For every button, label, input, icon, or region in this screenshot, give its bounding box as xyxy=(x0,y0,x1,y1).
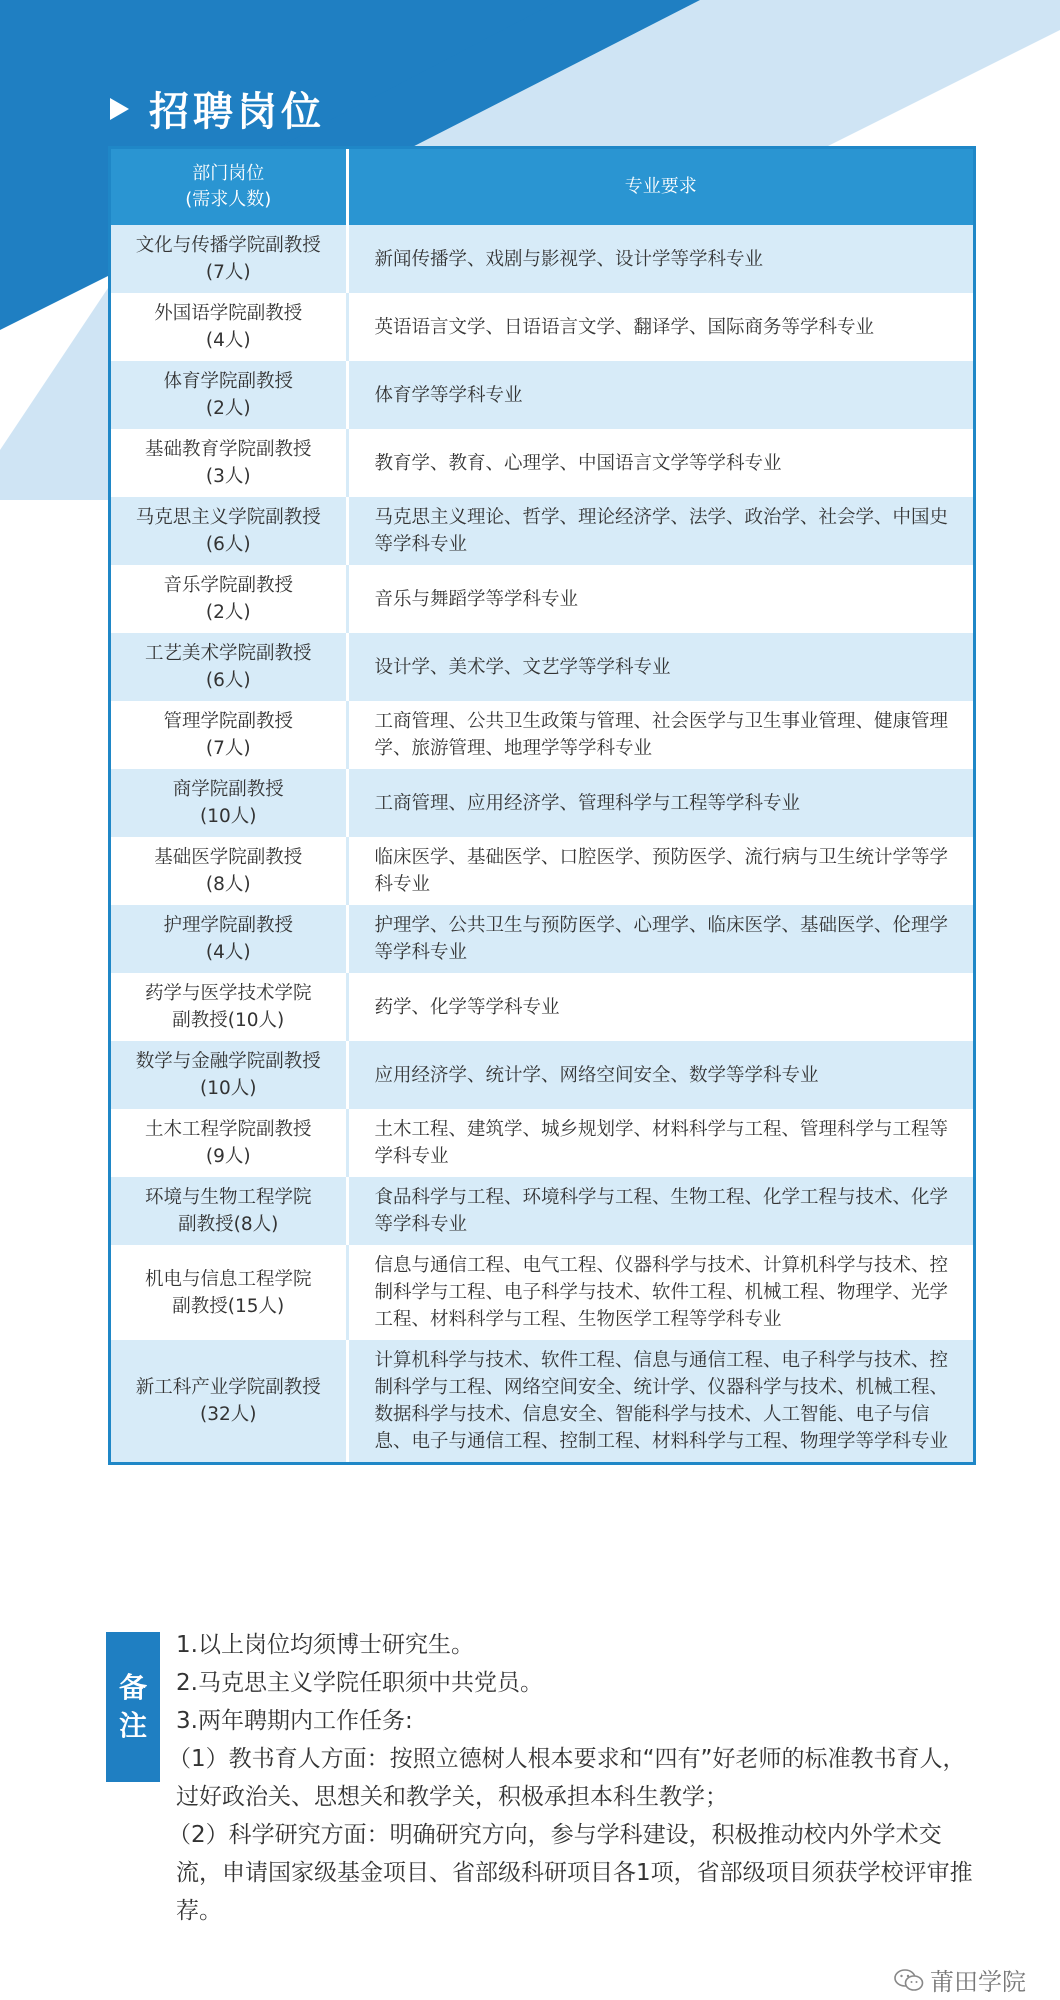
dept-cell: 新工科产业学院副教授 (32人) xyxy=(111,1340,347,1462)
major-cell: 教育学、教育、心理学、中国语言文学等学科专业 xyxy=(347,429,973,497)
dept-cell: 基础医学院副教授 (8人) xyxy=(111,837,347,905)
dept-cell: 工艺美术学院副教授 (6人) xyxy=(111,633,347,701)
note-item: （1）教书育人方面：按照立德树人根本要求和“四有”好老师的标准教书育人，过好政治关、思想关和教学关，积极承担本科生教学； xyxy=(168,1746,966,1810)
table-row xyxy=(111,565,973,633)
dept-cell: 数学与金融学院副教授 (10人) xyxy=(111,1041,347,1109)
notes-badge: 备 注 xyxy=(106,1632,160,1782)
header-dept: 部门岗位 (需求人数) xyxy=(111,149,347,225)
major-cell: 工商管理、公共卫生政策与管理、社会医学与卫生事业管理、健康管理学、旅游管理、地理学等学科专业 xyxy=(347,701,973,769)
table-row xyxy=(111,1340,973,1462)
note-item: 2.马克思主义学院任职须中共党员。 xyxy=(176,1670,543,1696)
major-cell: 新闻传播学、戏剧与影视学、设计学等学科专业 xyxy=(347,225,973,293)
note-item: 3.两年聘期内工作任务: xyxy=(176,1708,413,1734)
dept-cell: 商学院副教授 (10人) xyxy=(111,769,347,837)
major-cell: 信息与通信工程、电气工程、仪器科学与技术、计算机科学与技术、控制科学与工程、电子科学与技术、软件工程、机械工程、物理学、光学工程、材料科学与工程、生物医学工程等学科专业 xyxy=(347,1245,973,1340)
dept-cell: 文化与传播学院副教授 (7人) xyxy=(111,225,347,293)
major-cell: 音乐与舞蹈学等学科专业 xyxy=(347,565,973,633)
major-cell: 马克思主义理论、哲学、理论经济学、法学、政治学、社会学、中国史等学科专业 xyxy=(347,497,973,565)
dept-cell: 体育学院副教授 (2人) xyxy=(111,361,347,429)
dept-cell: 药学与医学技术学院 副教授(10人) xyxy=(111,973,347,1041)
major-cell: 工商管理、应用经济学、管理科学与工程等学科专业 xyxy=(347,769,973,837)
table-row xyxy=(111,497,973,565)
section-title-text: 招聘岗位 xyxy=(149,89,325,135)
major-cell: 护理学、公共卫生与预防医学、心理学、临床医学、基础医学、伦理学等学科专业 xyxy=(347,905,973,973)
table-row xyxy=(111,905,973,973)
major-cell: 药学、化学等学科专业 xyxy=(347,973,973,1041)
table-row xyxy=(111,1109,973,1177)
footer-brand xyxy=(894,1962,1026,1997)
major-cell: 食品科学与工程、环境科学与工程、生物工程、化学工程与技术、化学等学科专业 xyxy=(347,1177,973,1245)
major-cell: 体育学等学科专业 xyxy=(347,361,973,429)
dept-cell: 管理学院副教授 (7人) xyxy=(111,701,347,769)
dept-cell: 环境与生物工程学院 副教授(8人) xyxy=(111,1177,347,1245)
table-row xyxy=(111,429,973,497)
play-triangle-icon xyxy=(110,98,129,120)
dept-cell: 外国语学院副教授 (4人) xyxy=(111,293,347,361)
table-row xyxy=(111,973,973,1041)
table-row xyxy=(111,1245,973,1340)
major-cell: 英语语言文学、日语语言文学、翻译学、国际商务等学科专业 xyxy=(347,293,973,361)
note-item: （2）科学研究方面：明确研究方向，参与学科建设，积极推动校内外学术交流，申请国家级基金项目、省部级科研项目各1项，省部级项目须获学校评审推荐。 xyxy=(168,1822,973,1924)
major-cell: 计算机科学与技术、软件工程、信息与通信工程、电子科学与技术、控制科学与工程、网络空间安全、统计学、仪器科学与技术、机械工程、数据科学与技术、信息安全、智能科学与技术、人工智能、电子与信息、电子与通信工程、控制工程、材料科学与工程、物理学等学科专业 xyxy=(347,1340,973,1462)
positions-table xyxy=(108,146,976,1465)
table-row xyxy=(111,1177,973,1245)
dept-cell: 基础教育学院副教授 (3人) xyxy=(111,429,347,497)
table-header-row xyxy=(111,149,973,225)
section-title xyxy=(110,80,325,137)
table-row xyxy=(111,633,973,701)
table-row xyxy=(111,701,973,769)
table-row xyxy=(111,837,973,905)
table-row xyxy=(111,1041,973,1109)
dept-cell: 护理学院副教授 (4人) xyxy=(111,905,347,973)
table-row xyxy=(111,769,973,837)
notes-list xyxy=(168,1626,976,1930)
note-item: 1.以上岗位均须博士研究生。 xyxy=(176,1632,474,1658)
major-cell: 临床医学、基础医学、口腔医学、预防医学、流行病与卫生统计学等学科专业 xyxy=(347,837,973,905)
major-cell: 设计学、美术学、文艺学等学科专业 xyxy=(347,633,973,701)
wechat-icon xyxy=(894,1968,924,1992)
header-major: 专业要求 xyxy=(347,149,973,225)
dept-cell: 土木工程学院副教授 (9人) xyxy=(111,1109,347,1177)
table-row xyxy=(111,225,973,293)
major-cell: 土木工程、建筑学、城乡规划学、材料科学与工程、管理科学与工程等学科专业 xyxy=(347,1109,973,1177)
dept-cell: 音乐学院副教授 (2人) xyxy=(111,565,347,633)
dept-cell: 马克思主义学院副教授 (6人) xyxy=(111,497,347,565)
dept-cell: 机电与信息工程学院 副教授(15人) xyxy=(111,1245,347,1340)
table-row xyxy=(111,361,973,429)
footer-brand-text: 莆田学院 xyxy=(930,1968,1026,1996)
table-row xyxy=(111,293,973,361)
major-cell: 应用经济学、统计学、网络空间安全、数学等学科专业 xyxy=(347,1041,973,1109)
